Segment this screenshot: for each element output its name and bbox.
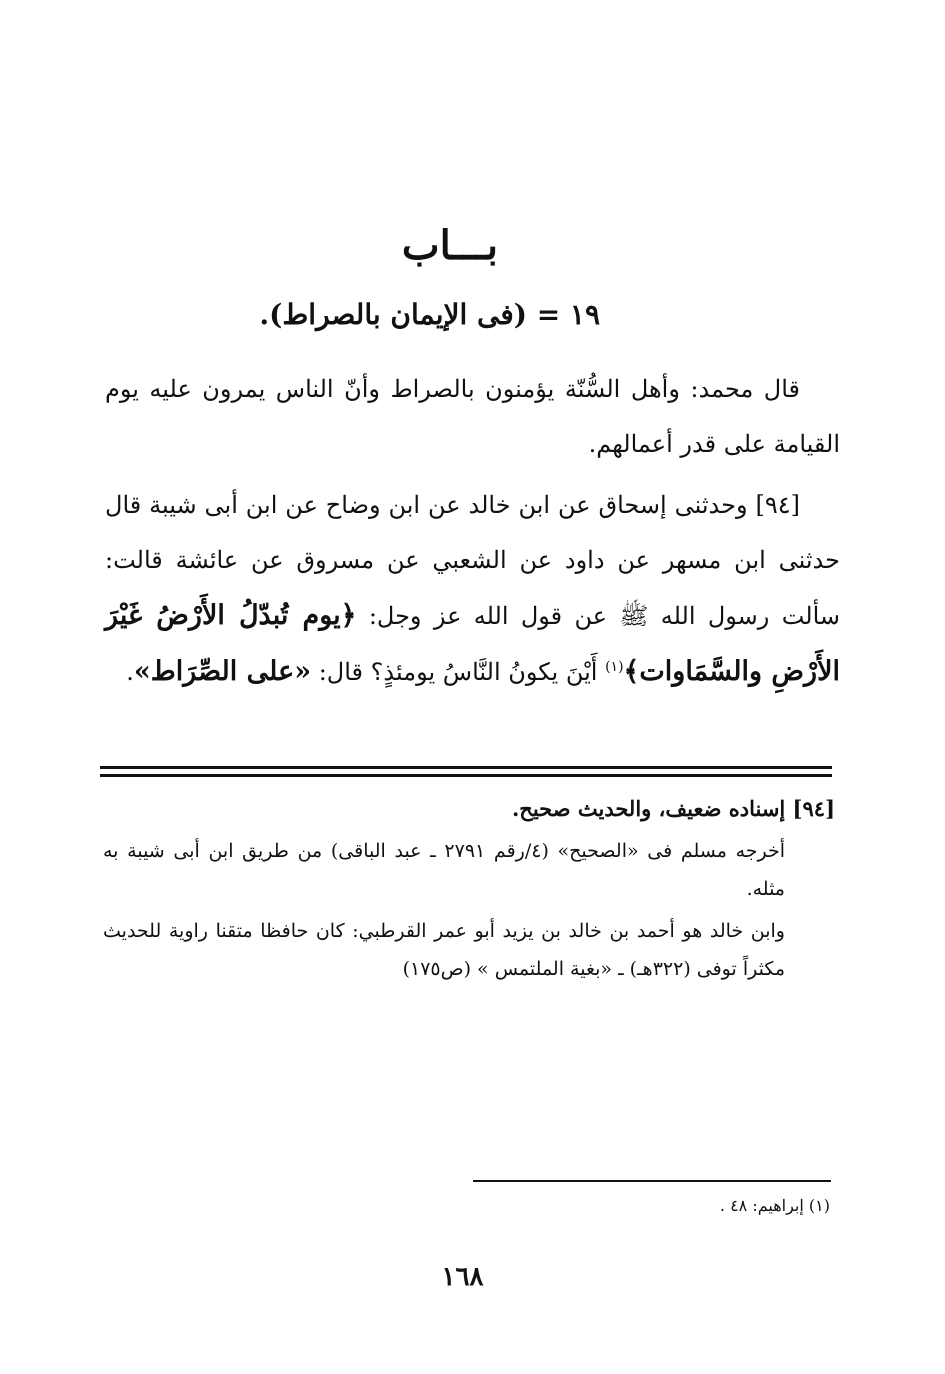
paragraph-2 xyxy=(105,478,840,700)
hadith-question: أَيْنَ يكونُ النَّاسُ يومئذٍ؟ قال: xyxy=(311,658,606,686)
note-2: وابن خالد هو أحمد بن خالد بن يزيد أبو عمر القرطبي: كان حافظا متقنا راوية للحديث مكثراً توفى (٣٢٢هـ) ـ «بغية الملتمس » (ص١٧٥) xyxy=(103,920,785,980)
paragraph-1-text: قال محمد: وأهل السُّنّة يؤمنون بالصراط وأنّ الناس يمرون عليه يوم القيامة على قدر أعمالهم. xyxy=(105,375,840,458)
page-number: ١٦٨ xyxy=(441,1262,484,1292)
divider-bottom xyxy=(100,774,832,777)
section-title: ١٩ = (فى الإيمان بالصراط). xyxy=(259,298,600,331)
footnote-divider xyxy=(473,1180,831,1182)
hadith-text xyxy=(105,478,840,700)
paragraph-1 xyxy=(105,362,840,472)
footnote: (١) إبراهيم: ٤٨ . xyxy=(719,1196,830,1215)
notes-heading: [٩٤] إسناده ضعيف، والحديث صحيح. xyxy=(511,796,835,821)
hadith-end: . xyxy=(126,658,134,686)
chapter-heading: بـــاب xyxy=(401,222,499,269)
commentary-notes xyxy=(103,790,835,992)
quran-verse: ﴿يوم تُبدّلُ الأَرْضُ غَيْرَ الأَرْضِ والسَّمَاوات﴾ xyxy=(105,600,840,687)
hadith-answer: «على الصِّرَاط» xyxy=(133,656,312,687)
note-1: أخرجه مسلم فى «الصحيح» (٤/رقم ٢٧٩١ ـ عبد الباقى) من طريق ابن أبى شيبة به مثله. xyxy=(103,840,786,900)
footnote-marker: (١) xyxy=(605,659,624,675)
divider-top xyxy=(100,766,832,769)
hadith-chain: [٩٤] وحدثنى إسحاق عن ابن خالد عن ابن وضاح عن ابن أبى شيبة قال حدثنى ابن مسهر عن داود عن الشعبي عن مسروق عن عائشة قالت: سألت رسول الله ﷺ عن قول الله عز وجل: xyxy=(105,491,840,630)
